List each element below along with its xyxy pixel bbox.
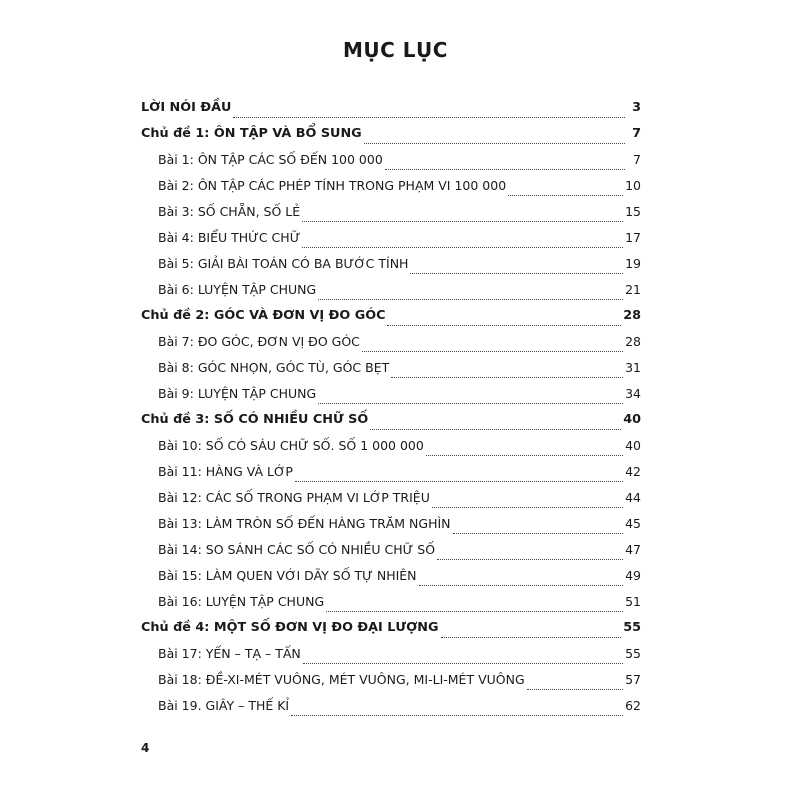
toc-entry-title: Bài 13: LÀM TRÒN SỐ ĐẾN HÀNG TRĂM NGHÌN xyxy=(158,516,451,531)
dot-leader xyxy=(387,311,621,326)
dot-leader xyxy=(453,519,624,534)
toc-entry-page: 40 xyxy=(625,438,641,453)
toc-entry-page: 44 xyxy=(625,490,641,505)
toc-chapter-row xyxy=(141,95,641,121)
toc-lesson-row xyxy=(141,433,641,459)
toc-entry-page: 40 xyxy=(623,412,641,427)
toc-lesson-row xyxy=(141,329,641,355)
toc-entry-title: Bài 2: ÔN TẬP CÁC PHÉP TÍNH TRONG PHẠM VI 100 000 xyxy=(158,178,507,193)
page-number: 4 xyxy=(141,741,150,755)
dot-leader xyxy=(364,129,625,144)
toc-entry-page: 19 xyxy=(625,256,641,271)
toc-lesson-row xyxy=(141,355,641,381)
dot-leader xyxy=(233,103,625,118)
toc-lesson-row xyxy=(141,173,641,199)
dot-leader xyxy=(318,389,623,404)
toc-entry-page: 28 xyxy=(625,334,641,349)
dot-leader xyxy=(508,181,623,196)
toc-entry-page: 57 xyxy=(625,672,641,687)
dot-leader xyxy=(391,363,623,378)
dot-leader xyxy=(419,571,624,586)
toc-entry-title: Bài 17: YẾN – TẠ – TẤN xyxy=(158,646,301,661)
toc-entry-title: Bài 19. GIÂY – THẾ KỈ xyxy=(158,698,290,713)
toc-entry-page: 62 xyxy=(625,698,641,713)
toc-entry-title: Chủ đề 2: GÓC VÀ ĐƠN VỊ ĐO GÓC xyxy=(141,308,386,323)
toc-lesson-row xyxy=(141,563,641,589)
toc-entry-title: Bài 8: GÓC NHỌN, GÓC TÙ, GÓC BẸT xyxy=(158,360,390,375)
dot-leader xyxy=(426,441,623,456)
toc-chapter-row xyxy=(141,303,641,329)
toc-entry-title: Bài 5: GIẢI BÀI TOÁN CÓ BA BƯỚC TÍNH xyxy=(158,256,409,271)
table-of-contents xyxy=(141,95,641,719)
toc-entry-title: Bài 18: ĐỀ-XI-MÉT VUÔNG, MÉT VUÔNG, MI-LI-MÉT VUÔNG xyxy=(158,672,525,687)
toc-entry-title: Bài 9: LUYỆN TẬP CHUNG xyxy=(158,386,317,401)
toc-entry-page: 15 xyxy=(625,204,641,219)
toc-entry-page: 47 xyxy=(625,542,641,557)
toc-entry-title: Bài 10: SỐ CÓ SÁU CHỮ SỐ. SỐ 1 000 000 xyxy=(158,438,424,453)
dot-leader xyxy=(410,259,623,274)
toc-entry-page: 45 xyxy=(625,516,641,531)
toc-entry-page: 3 xyxy=(632,100,641,115)
toc-lesson-row xyxy=(141,277,641,303)
dot-leader xyxy=(370,415,621,430)
toc-entry-page: 51 xyxy=(625,594,641,609)
toc-entry-page: 49 xyxy=(625,568,641,583)
dot-leader xyxy=(326,597,623,612)
toc-lesson-row xyxy=(141,147,641,173)
toc-entry-title: Bài 3: SỐ CHẴN, SỐ LẺ xyxy=(158,204,301,219)
toc-entry-page: 34 xyxy=(625,386,641,401)
dot-leader xyxy=(527,675,623,690)
dot-leader xyxy=(318,285,623,300)
dot-leader xyxy=(441,623,622,638)
toc-entry-page: 7 xyxy=(633,152,641,167)
toc-lesson-row xyxy=(141,381,641,407)
toc-lesson-row xyxy=(141,225,641,251)
toc-entry-page: 28 xyxy=(623,308,641,323)
toc-entry-page: 42 xyxy=(625,464,641,479)
toc-entry-title: LỜI NÓI ĐẦU xyxy=(141,100,232,115)
toc-lesson-row xyxy=(141,251,641,277)
toc-entry-page: 10 xyxy=(625,178,641,193)
toc-entry-page: 21 xyxy=(625,282,641,297)
toc-entry-title: Bài 4: BIỂU THỨC CHỮ xyxy=(158,230,301,245)
toc-entry-title: Bài 16: LUYỆN TẬP CHUNG xyxy=(158,594,325,609)
toc-entry-title: Chủ đề 1: ÔN TẬP VÀ BỔ SUNG xyxy=(141,126,362,141)
dot-leader xyxy=(362,337,623,352)
toc-chapter-row xyxy=(141,121,641,147)
toc-lesson-row xyxy=(141,589,641,615)
toc-lesson-row xyxy=(141,641,641,667)
dot-leader xyxy=(302,207,623,222)
toc-lesson-row xyxy=(141,459,641,485)
toc-entry-title: Bài 14: SO SÁNH CÁC SỐ CÓ NHIỀU CHỮ SỐ xyxy=(158,542,436,557)
dot-leader xyxy=(432,493,623,508)
toc-entry-page: 17 xyxy=(625,230,641,245)
toc-entry-title: Bài 7: ĐO GÓC, ĐƠN VỊ ĐO GÓC xyxy=(158,334,360,349)
toc-lesson-row xyxy=(141,667,641,693)
toc-entry-title: Bài 6: LUYỆN TẬP CHUNG xyxy=(158,282,317,297)
toc-entry-page: 55 xyxy=(623,620,641,635)
dot-leader xyxy=(385,155,625,170)
dot-leader xyxy=(303,649,623,664)
toc-lesson-row xyxy=(141,537,641,563)
toc-lesson-row xyxy=(141,693,641,719)
dot-leader xyxy=(302,233,623,248)
toc-lesson-row xyxy=(141,485,641,511)
toc-entry-page: 7 xyxy=(632,126,641,141)
toc-entry-title: Bài 12: CÁC SỐ TRONG PHẠM VI LỚP TRIỆU xyxy=(158,490,430,505)
toc-entry-title: Chủ đề 3: SỐ CÓ NHIỀU CHỮ SỐ xyxy=(141,412,369,427)
toc-entry-title: Bài 15: LÀM QUEN VỚI DÃY SỐ TỰ NHIÊN xyxy=(158,568,417,583)
toc-chapter-row xyxy=(141,407,641,433)
toc-entry-title: Bài 1: ÔN TẬP CÁC SỐ ĐẾN 100 000 xyxy=(158,152,383,167)
toc-lesson-row xyxy=(141,511,641,537)
dot-leader xyxy=(291,701,623,716)
toc-entry-title: Chủ đề 4: MỘT SỐ ĐƠN VỊ ĐO ĐẠI LƯỢNG xyxy=(141,620,439,635)
dot-leader xyxy=(437,545,623,560)
page-title: MỤC LỤC xyxy=(343,38,448,62)
toc-lesson-row xyxy=(141,199,641,225)
toc-chapter-row xyxy=(141,615,641,641)
toc-entry-page: 31 xyxy=(625,360,641,375)
toc-entry-title: Bài 11: HÀNG VÀ LỚP xyxy=(158,464,293,479)
dot-leader xyxy=(295,467,623,482)
toc-entry-page: 55 xyxy=(625,646,641,661)
